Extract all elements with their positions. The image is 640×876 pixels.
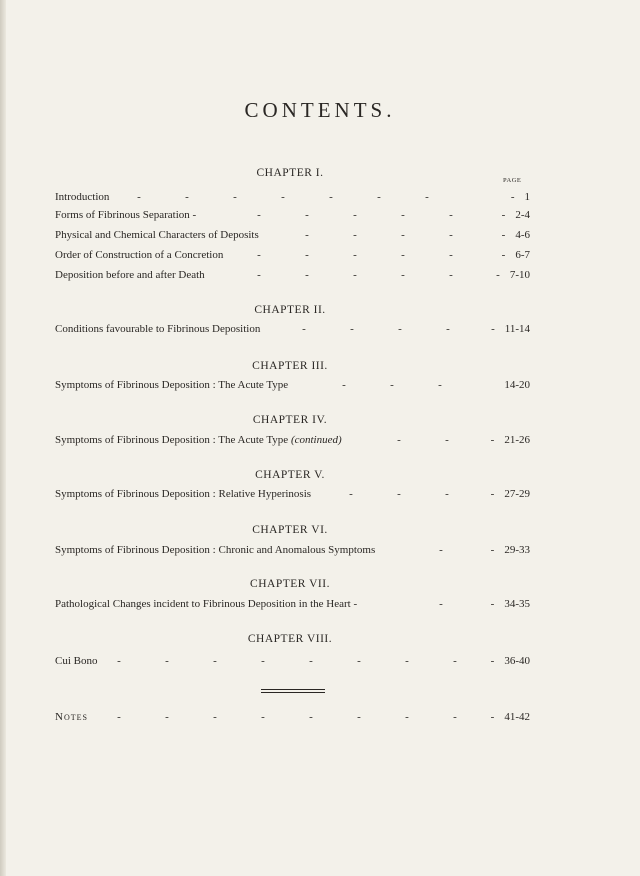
leader-dashes: - - - -: [302, 323, 450, 335]
section-divider: [261, 692, 325, 693]
toc-entry-pages: - 2-4: [501, 209, 530, 221]
chapter-heading-7: CHAPTER VII.: [250, 578, 330, 590]
toc-entry-deposition[interactable]: [55, 268, 530, 282]
toc-entry-pages: - 4-6: [501, 229, 530, 241]
leader-dashes: -: [439, 598, 443, 610]
toc-entry-pages: - 6-7: [501, 249, 530, 261]
leader-dashes: -: [439, 544, 443, 556]
toc-entry-pages: - 21-26: [490, 434, 530, 446]
toc-entry-label: Symptoms of Fibrinous Deposition : The Acute Type (continued): [55, 434, 342, 446]
toc-entry-pages: - 29-33: [490, 544, 530, 556]
page-spine-shadow: [0, 0, 6, 876]
toc-entry-introduction[interactable]: [55, 190, 530, 204]
leader-dashes: - - -: [342, 379, 442, 391]
section-divider: [261, 689, 325, 690]
toc-entry-label: Notes: [55, 711, 88, 723]
chapter-heading-1: CHAPTER I.: [256, 167, 324, 179]
toc-entry-pages: - 41-42: [490, 711, 530, 723]
toc-entry-label: Symptoms of Fibrinous Deposition : Chronic and Anomalous Symptoms: [55, 544, 376, 556]
toc-entry-label: Conditions favourable to Fibrinous Deposition: [55, 323, 261, 335]
leader-dashes: - - - - - - -: [137, 191, 429, 203]
toc-entry-label: Symptoms of Fibrinous Deposition : Relative Hyperinosis: [55, 488, 312, 500]
page-column-header: PAGE: [503, 177, 522, 184]
toc-entry-forms[interactable]: [55, 208, 530, 222]
toc-entry-label: Forms of Fibrinous Separation -: [55, 209, 197, 221]
toc-entry-physical[interactable]: [55, 228, 530, 242]
toc-entry-acute-continued[interactable]: [55, 433, 530, 447]
chapter-heading-8: CHAPTER VIII.: [247, 633, 333, 645]
toc-entry-pages: - 27-29: [490, 488, 530, 500]
chapter-heading-6: CHAPTER VI.: [252, 524, 328, 536]
toc-entry-label: Cui Bono: [55, 655, 98, 667]
toc-entry-label: Deposition before and after Death: [55, 269, 205, 281]
leader-dashes: - - - -: [305, 229, 453, 241]
chapter-heading-3: CHAPTER III.: [252, 360, 328, 372]
toc-entry-hyperinosis[interactable]: [55, 487, 530, 501]
page-title: CONTENTS.: [244, 98, 396, 122]
toc-entry-acute-type[interactable]: [55, 378, 530, 392]
toc-entry-label: Physical and Chemical Characters of Deposits: [55, 229, 259, 241]
toc-entry-label-italic: (continued): [290, 434, 342, 446]
leader-dashes: - - - - - - - -: [117, 711, 457, 723]
toc-entry-pages: - 11-14: [491, 323, 530, 335]
toc-entry-chronic[interactable]: [55, 543, 530, 557]
toc-entry-label: Pathological Changes incident to Fibrinous Deposition in the Heart -: [55, 598, 358, 610]
toc-entry-conditions[interactable]: [55, 322, 530, 336]
toc-entry-label: Order of Construction of a Concretion: [55, 249, 224, 261]
toc-entry-order[interactable]: [55, 248, 530, 262]
toc-entry-pages: 14-20: [504, 379, 530, 391]
chapter-heading-2: CHAPTER II.: [254, 304, 326, 316]
chapter-heading-4: CHAPTER IV.: [252, 414, 328, 426]
toc-entry-label: Symptoms of Fibrinous Deposition : The Acute Type: [55, 379, 289, 391]
leader-dashes: - - - - -: [257, 249, 453, 261]
toc-entry-pages: - 7-10: [496, 269, 530, 281]
toc-entry-pathological[interactable]: [55, 597, 530, 611]
chapter-heading-5: CHAPTER V.: [255, 469, 325, 481]
toc-entry-pages: - 34-35: [490, 598, 530, 610]
leader-dashes: - - -: [349, 488, 449, 500]
toc-entry-pages: - 36-40: [490, 655, 530, 667]
toc-entry-notes[interactable]: [55, 710, 530, 724]
leader-dashes: - -: [397, 434, 449, 446]
toc-entry-label: Introduction: [55, 191, 110, 203]
toc-entry-cui-bono[interactable]: [55, 654, 530, 668]
leader-dashes: - - - - -: [257, 209, 453, 221]
leader-dashes: - - - - - - - -: [117, 655, 457, 667]
leader-dashes: - - - - -: [257, 269, 453, 281]
toc-entry-pages: - 1: [510, 191, 530, 203]
